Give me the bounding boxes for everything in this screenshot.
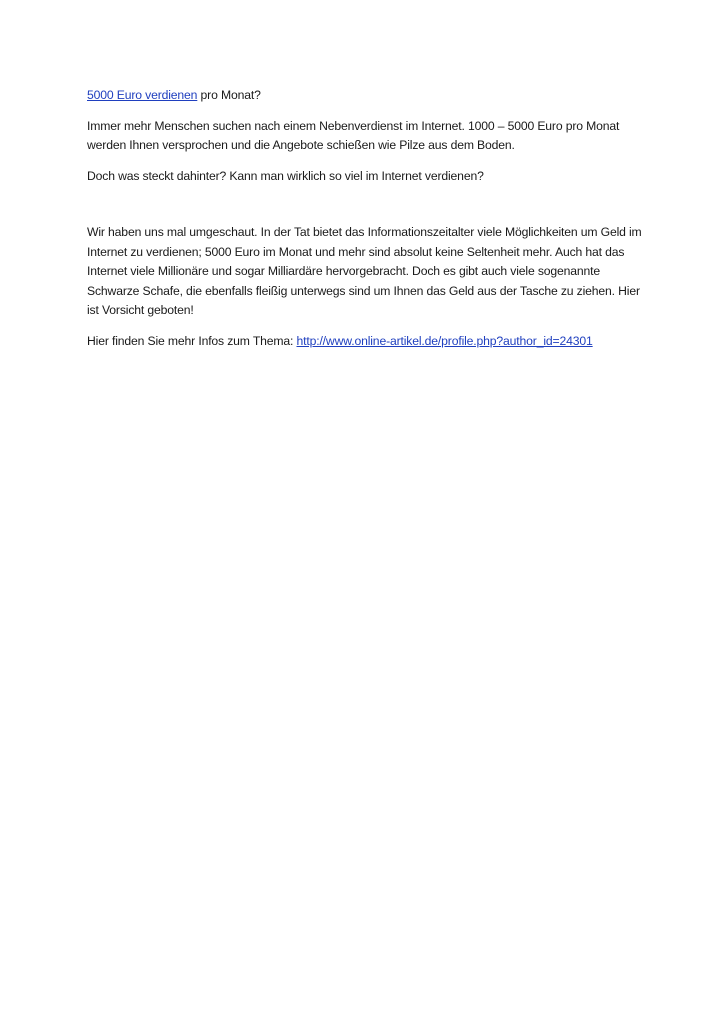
headline-link[interactable]: 5000 Euro verdienen <box>87 88 198 102</box>
headline <box>87 86 647 106</box>
paragraph-main: Wir haben uns mal umgeschaut. In der Tat bietet das Informationszeitalter viele Möglichkeiten um Geld im Internet zu verdienen; 5000 Euro im Monat und mehr sind absolut keine Seltenheit mehr. Auch hat das Internet viele Millionäre und sogar Milliardäre hervorgebracht. Doch es gibt auch viele sogenannte Schwarze Schafe, die ebenfalls fleißig unterwegs sind um Ihnen das Geld aus der Tasche zu ziehen. Hier ist Vorsicht geboten! <box>87 225 642 317</box>
document-body <box>87 86 647 362</box>
paragraph-intro: Immer mehr Menschen suchen nach einem Nebenverdienst im Internet. 1000 – 5000 Euro pro Monat werden Ihnen versprochen und die Angebote schießen wie Pilze aus dem Boden. <box>87 118 620 152</box>
more-info-link[interactable]: http://www.online-artikel.de/profile.php?author_id=24301 <box>296 333 593 348</box>
more-info-line <box>87 332 647 352</box>
more-info-prefix: Hier finden Sie mehr Infos zum Thema: <box>87 333 297 348</box>
paragraph-question: Doch was steckt dahinter? Kann man wirklich so viel im Internet verdienen? <box>87 168 484 183</box>
headline-rest: pro Monat? <box>197 88 261 102</box>
